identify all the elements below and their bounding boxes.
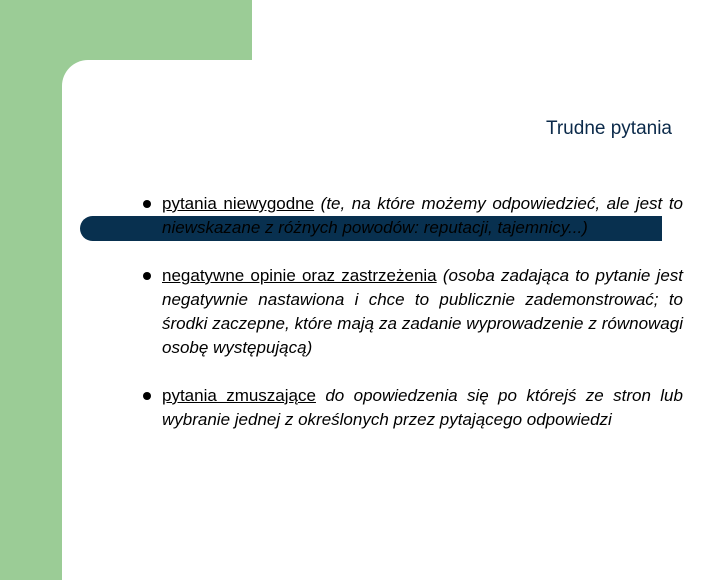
bullet-dot-icon [143,392,151,400]
bullet-dot-icon [143,272,151,280]
bullet-term: negatywne opinie oraz zastrzeżenia [162,266,437,285]
bullet-term: pytania zmuszające [162,386,316,405]
slide-title: Trudne pytania [545,118,672,139]
bullet-list [140,192,683,456]
bullet-description: do opowiedzenia się po którejś ze stron lub wybranie jednej z określonych przez pytającego odpowiedzi [162,386,683,429]
bullet-description: (te, na które możemy odpowiedzieć, ale jest to niewskazane z różnych powodów: reputacji, tajemnicy...) [162,194,683,237]
bullet-term: pytania niewygodne [162,194,315,213]
list-item [140,384,683,432]
list-item [140,264,683,360]
top-right-panel [252,0,720,61]
list-item [140,192,683,240]
bullet-description: (osoba zadająca to pytanie jest negatywnie nastawiona i chce to publicznie zademonstrować; to środki zaczepne, które mają za zadanie wyprowadzenie z równowagi osobę występującą) [162,266,684,357]
bullet-dot-icon [143,200,151,208]
